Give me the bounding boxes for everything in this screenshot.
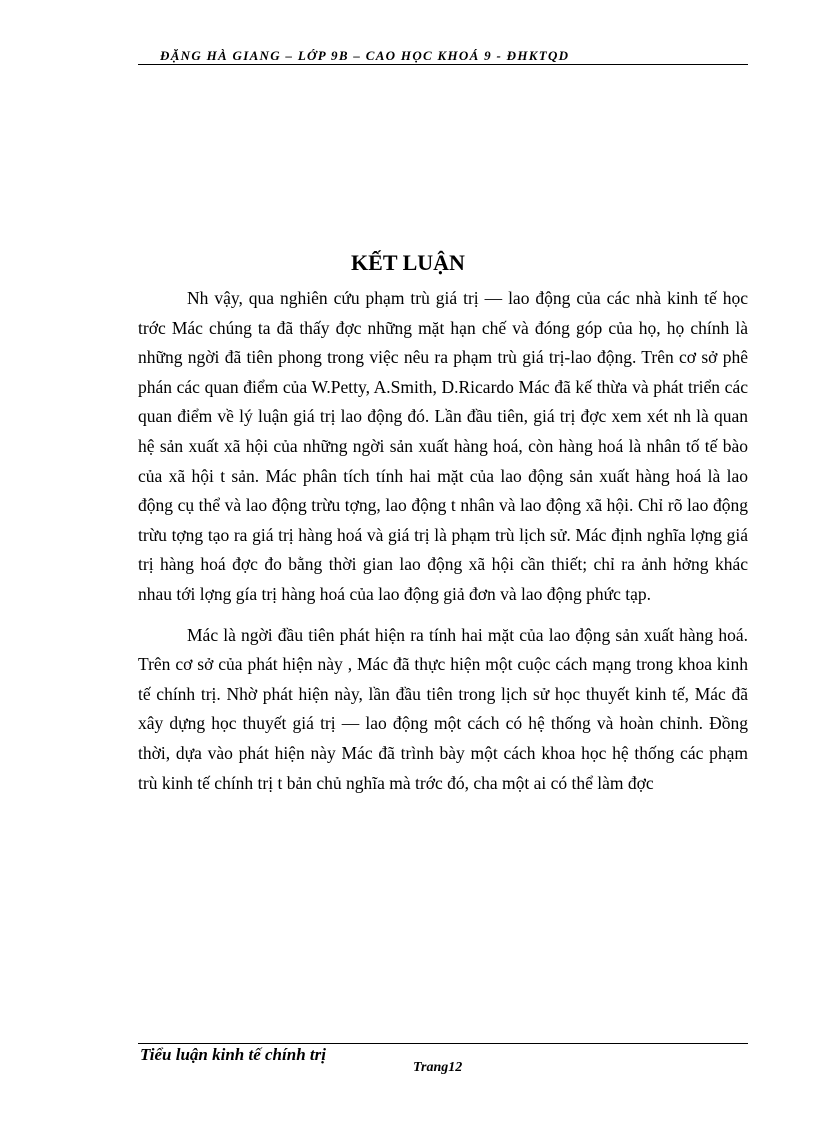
- page-number: Trang12: [413, 1060, 463, 1075]
- footer-rule: [138, 1043, 748, 1044]
- page-title: KẾT LUẬN: [351, 250, 465, 275]
- page-header: ĐẶNG HÀ GIANG – LỚP 9B – CAO HỌC KHOÁ 9 - ĐHKTQD: [160, 48, 570, 63]
- paragraph-2: Mác là ngời đầu tiên phát hiện ra tính hai mặt của lao động sản xuất hàng hoá. Trên cơ sở của phát hiện này , Mác đã thực hiện một cuộc cách mạng trong khoa kinh tế chính trị. Nhờ phát hiện này, lần đầu tiên trong lịch sử học thuyết kinh tế, Mác đã xây dựng học thuyết giá trị — lao động một cách có hệ thống và hoàn chỉnh. Đồng thời, dựa vào phát hiện này Mác đã trình bày một cách khoa học hệ thống các phạm trù kinh tế chính trị t bản chủ nghĩa mà trớc đó, cha một ai có thể làm đợc: [138, 624, 748, 793]
- paragraph-1: Nh vậy, qua nghiên cứu phạm trù giá trị — lao động của các nhà kinh tế học trớc Mác chúng ta đã thấy đợc những mặt hạn chế và đóng góp của họ, họ chính là những ngời đã tiên phong trong việc nêu ra phạm trù giá trị-lao động. Trên cơ sở phê phán các quan điểm của W.Petty, A.Smith, D.Ricardo Mác đã kế thừa và phát triển các quan điểm về lý luận giá trị lao động đó. Lần đầu tiên, giá trị đợc xem xét nh là quan hệ sản xuất xã hội của những ngời sản xuất hàng hoá, còn hàng hoá là nhân tố tế bào của xã hội t sản. Mác phân tích tính hai mặt của lao động sản xuất hàng hoá là lao động cụ thể và lao động trừu tợng, lao động t nhân và lao động xã hội. Chỉ rõ lao động trừu tợng tạo ra giá trị hàng hoá và giá trị là phạm trù lịch sử. Mác định nghĩa lợng giá trị hàng hoá đợc đo bằng thời gian lao động xã hội cần thiết; chỉ ra ảnh hởng khác nhau tới lợng gía trị hàng hoá của lao động giả đơn và lao động phức tạp.: [138, 288, 748, 604]
- footer-title: Tiểu luận kinh tế chính trị: [140, 1045, 326, 1064]
- header-rule: [138, 64, 748, 65]
- document-body: [138, 284, 748, 809]
